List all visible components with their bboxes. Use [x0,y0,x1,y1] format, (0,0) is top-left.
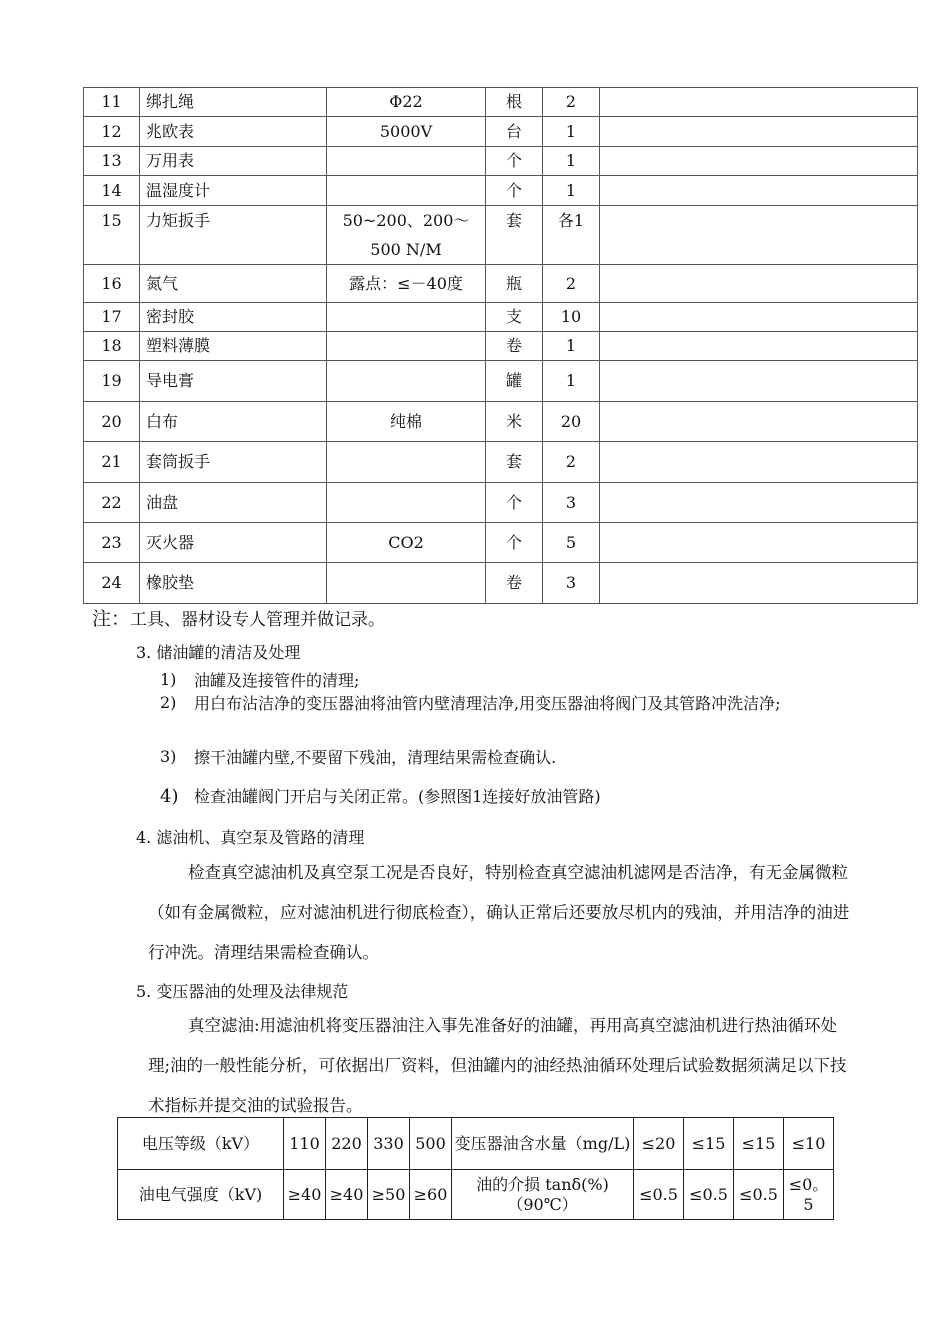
item-qty: 2 [543,442,600,483]
table-row [84,332,918,361]
list-item [160,670,854,692]
list-num: 4) [160,786,179,807]
item-spec: 5000V [327,117,486,147]
item-remark [600,523,918,563]
row-number: 15 [84,206,140,265]
item-name: 橡胶垫 [140,563,327,604]
item-unit: 个 [486,483,543,523]
table-row [84,265,918,303]
list-item [160,786,854,808]
item-remark [600,303,918,332]
item-remark [600,563,918,604]
cell: 220 [326,1118,368,1170]
note-text: 工具、器材设专人管理并做记录。 [130,610,386,630]
item-name: 氮气 [140,265,327,303]
item-qty: 3 [543,483,600,523]
list-item [160,747,854,769]
cell: ≥50 [368,1170,410,1220]
list-item [160,693,854,715]
item-qty: 各1 [543,206,600,265]
item-name: 力矩扳手 [140,206,327,265]
item-qty: 3 [543,563,600,604]
item-unit: 根 [486,88,543,117]
item-qty: 10 [543,303,600,332]
cell: ≤15 [734,1118,784,1170]
row-number: 11 [84,88,140,117]
tools-table [83,87,918,604]
cell: 500 [410,1118,452,1170]
item-qty: 2 [543,265,600,303]
spec-line: 50~200、200～ [342,211,470,230]
item-qty: 2 [543,88,600,117]
item-remark [600,361,918,402]
list-num: 3) [160,747,177,766]
item-spec [327,483,486,523]
item-name: 兆欧表 [140,117,327,147]
row-number: 19 [84,361,140,402]
item-qty: 5 [543,523,600,563]
item-unit: 支 [486,303,543,332]
item-unit: 个 [486,523,543,563]
table-row [84,303,918,332]
table-row [84,563,918,604]
item-remark [600,147,918,176]
table-row [84,176,918,206]
oil-row-strength [118,1170,834,1220]
item-name: 导电膏 [140,361,327,402]
section5-text: 真空滤油:用滤油机将变压器油注入事先准备好的油罐，再用高真空滤油机进行热油循环处理;油的一般性能分析，可依据出厂资料，但油罐内的油经热油循环处理后试验数据须满足以下技术指标并提交油的试验报告。 [148,1016,847,1115]
table-row [84,402,918,442]
item-spec: 纯棉 [327,402,486,442]
oil-spec-table [117,1117,834,1220]
row-number: 18 [84,332,140,361]
cell: 变压器油含水量（mg/L) [452,1118,634,1170]
item-unit: 套 [486,442,543,483]
item-spec: 露点：≤－40度 [327,265,486,303]
row-number: 13 [84,147,140,176]
cell: ≤10 [784,1118,834,1170]
item-name: 套筒扳手 [140,442,327,483]
item-spec [327,332,486,361]
item-unit: 套 [486,206,543,265]
item-name: 温湿度计 [140,176,327,206]
list-text: 油罐及连接管件的清理; [194,671,360,690]
item-name: 白布 [140,402,327,442]
list-text: 擦干油罐内壁,不要留下残油，清理结果需检查确认. [194,748,557,767]
row-number: 16 [84,265,140,303]
cell: ≤15 [684,1118,734,1170]
list-text: 检查油罐阀门开启与关闭正常。(参照图1连接好放油管路) [194,787,601,806]
item-name: 塑料薄膜 [140,332,327,361]
item-spec [327,206,486,265]
item-qty: 1 [543,176,600,206]
row-number: 20 [84,402,140,442]
cell: ≥40 [284,1170,326,1220]
item-name: 灭火器 [140,523,327,563]
item-name: 绑扎绳 [140,88,327,117]
item-remark [600,483,918,523]
item-name: 万用表 [140,147,327,176]
section5-title: 5. 变压器油的处理及法律规范 [136,982,349,1001]
cell: 110 [284,1118,326,1170]
section4-text: 检查真空滤油机及真空泵工况是否良好，特别检查真空滤油机滤网是否洁净，有无金属微粒（如有金属微粒，应对滤油机进行彻底检查），确认正常后还要放尽机内的残油，并用洁净的油进行冲洗。清理结果需检查确认。 [148,863,850,962]
item-unit: 卷 [486,563,543,604]
cell: ≤0.5 [684,1170,734,1220]
item-remark [600,88,918,117]
row-number: 24 [84,563,140,604]
item-spec [327,563,486,604]
table-row [84,523,918,563]
item-unit: 米 [486,402,543,442]
cell: 330 [368,1118,410,1170]
section3-title: 3. 储油罐的清洁及处理 [136,643,301,662]
note-head: 注： [92,608,131,630]
table-row [84,442,918,483]
table-row [84,361,918,402]
cell: ≥40 [326,1170,368,1220]
section4-title: 4. 滤油机、真空泵及管路的清理 [136,828,365,847]
item-spec [327,442,486,483]
table-row [84,483,918,523]
item-remark [600,265,918,303]
item-remark [600,176,918,206]
row-number: 12 [84,117,140,147]
cell: ≤0.5 [634,1170,684,1220]
item-spec: Φ22 [327,88,486,117]
spec-line: 500 N/M [370,240,442,259]
item-unit: 台 [486,117,543,147]
item-qty: 1 [543,332,600,361]
item-qty: 1 [543,361,600,402]
list-num: 2) [160,693,177,712]
cell: 油电气强度（kV) [118,1170,284,1220]
item-remark [600,206,918,265]
row-number: 14 [84,176,140,206]
row-number: 23 [84,523,140,563]
item-remark [600,117,918,147]
item-spec [327,361,486,402]
item-spec [327,303,486,332]
item-name: 油盘 [140,483,327,523]
row-number: 21 [84,442,140,483]
note-line [92,604,385,631]
row-number: 22 [84,483,140,523]
item-spec [327,176,486,206]
table-row [84,147,918,176]
item-name: 密封胶 [140,303,327,332]
oil-row-voltage [118,1118,834,1170]
item-qty: 20 [543,402,600,442]
item-spec: CO2 [327,523,486,563]
item-remark [600,402,918,442]
list-num: 1) [160,670,177,689]
cell: ≤0。5 [784,1170,834,1220]
cell: ≤0.5 [734,1170,784,1220]
item-unit: 个 [486,176,543,206]
section4-body [148,853,858,973]
cell: 油的介损 tanδ(%)（90℃） [452,1170,634,1220]
cell: 电压等级（kV） [118,1118,284,1170]
item-unit: 瓶 [486,265,543,303]
section5-body [148,1006,858,1126]
item-qty: 1 [543,117,600,147]
item-spec [327,147,486,176]
row-number: 17 [84,303,140,332]
table-row [84,117,918,147]
item-unit: 个 [486,147,543,176]
item-unit: 卷 [486,332,543,361]
list-text: 用白布沾洁净的变压器油将油管内壁清理洁净,用变压器油将阀门及其管路冲洗洁净; [194,694,781,713]
table-row [84,206,918,265]
table-row [84,88,918,117]
item-remark [600,332,918,361]
cell: ≥60 [410,1170,452,1220]
item-qty: 1 [543,147,600,176]
cell: ≤20 [634,1118,684,1170]
item-unit: 罐 [486,361,543,402]
item-remark [600,442,918,483]
